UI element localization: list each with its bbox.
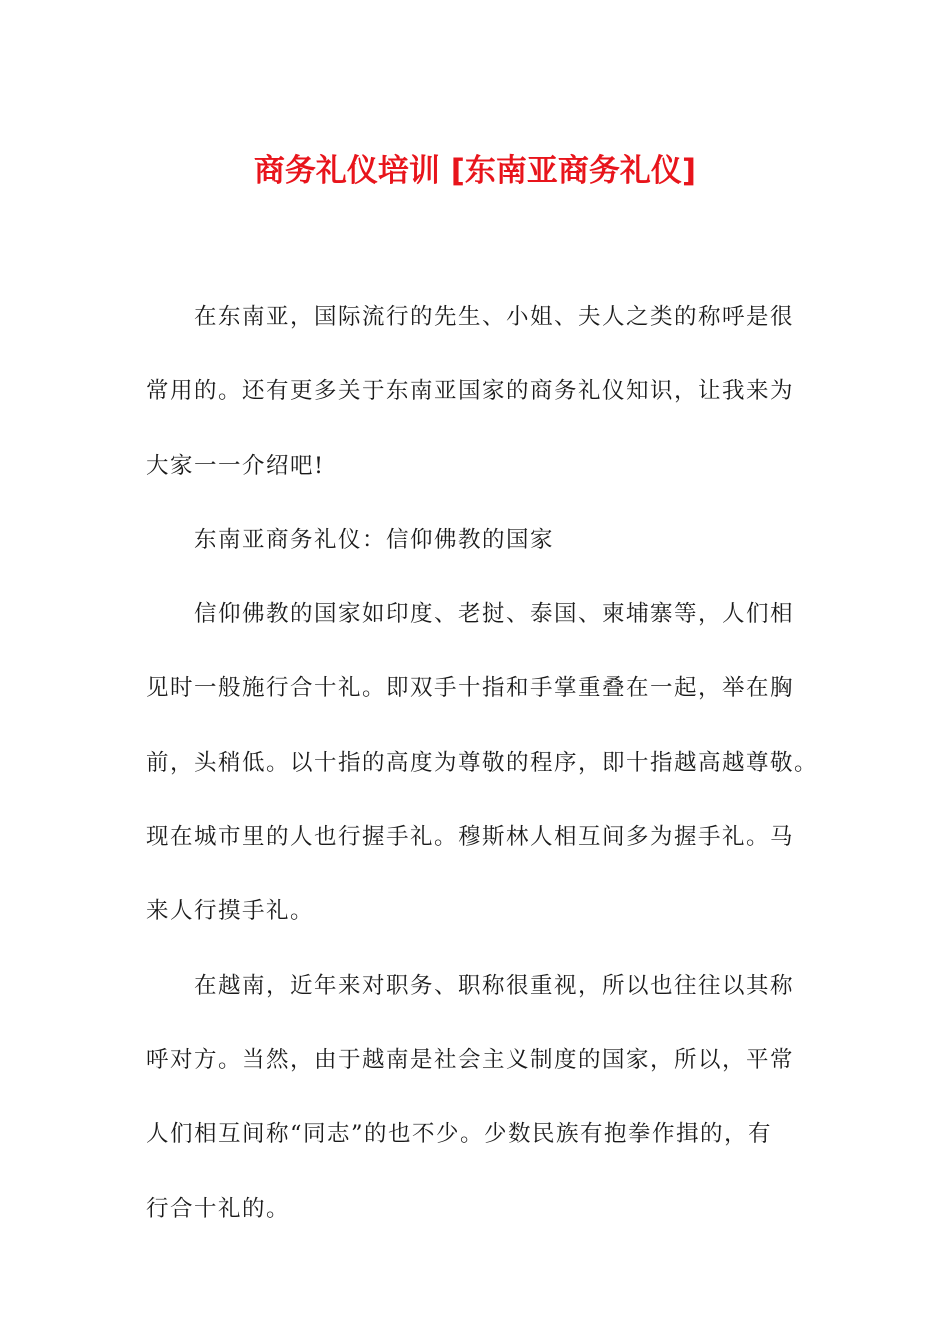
- section-heading: 东南亚商务礼仪：信仰佛教的国家: [194, 526, 555, 553]
- document-title: 商务礼仪培训 [东南亚商务礼仪]: [253, 153, 697, 189]
- text-line: 前，头稍低。以十指的高度为尊敬的程序，即十指越高越尊敬。: [146, 749, 819, 776]
- text-line: 在越南，近年来对职务、职称很重视，所以也往往以其称: [194, 972, 795, 999]
- text-line: 在东南亚，国际流行的先生、小姐、夫人之类的称呼是很: [194, 304, 795, 330]
- text-line: 人们相互间称“同志”的也不少。少数民族有抱拳作揖的，有: [146, 1121, 773, 1148]
- text-line: 呼对方。当然，由于越南是社会主义制度的国家，所以，平常: [146, 1046, 795, 1073]
- text-line: 大家一一介绍吧!: [146, 452, 325, 479]
- text-line: 现在城市里的人也行握手礼。穆斯林人相互间多为握手礼。马: [146, 824, 795, 851]
- text-line: 行合十礼的。: [146, 1195, 291, 1222]
- document-body: [146, 280, 819, 1246]
- text-line: 信仰佛教的国家如印度、老挝、泰国、柬埔寨等，人们相: [194, 601, 795, 628]
- text-line: 来人行摸手礼。: [146, 898, 315, 925]
- text-line: 常用的。还有更多关于东南亚国家的商务礼仪知识，让我来为: [146, 378, 795, 405]
- text-line: 见时一般施行合十礼。即双手十指和手掌重叠在一起，举在胸: [146, 675, 795, 702]
